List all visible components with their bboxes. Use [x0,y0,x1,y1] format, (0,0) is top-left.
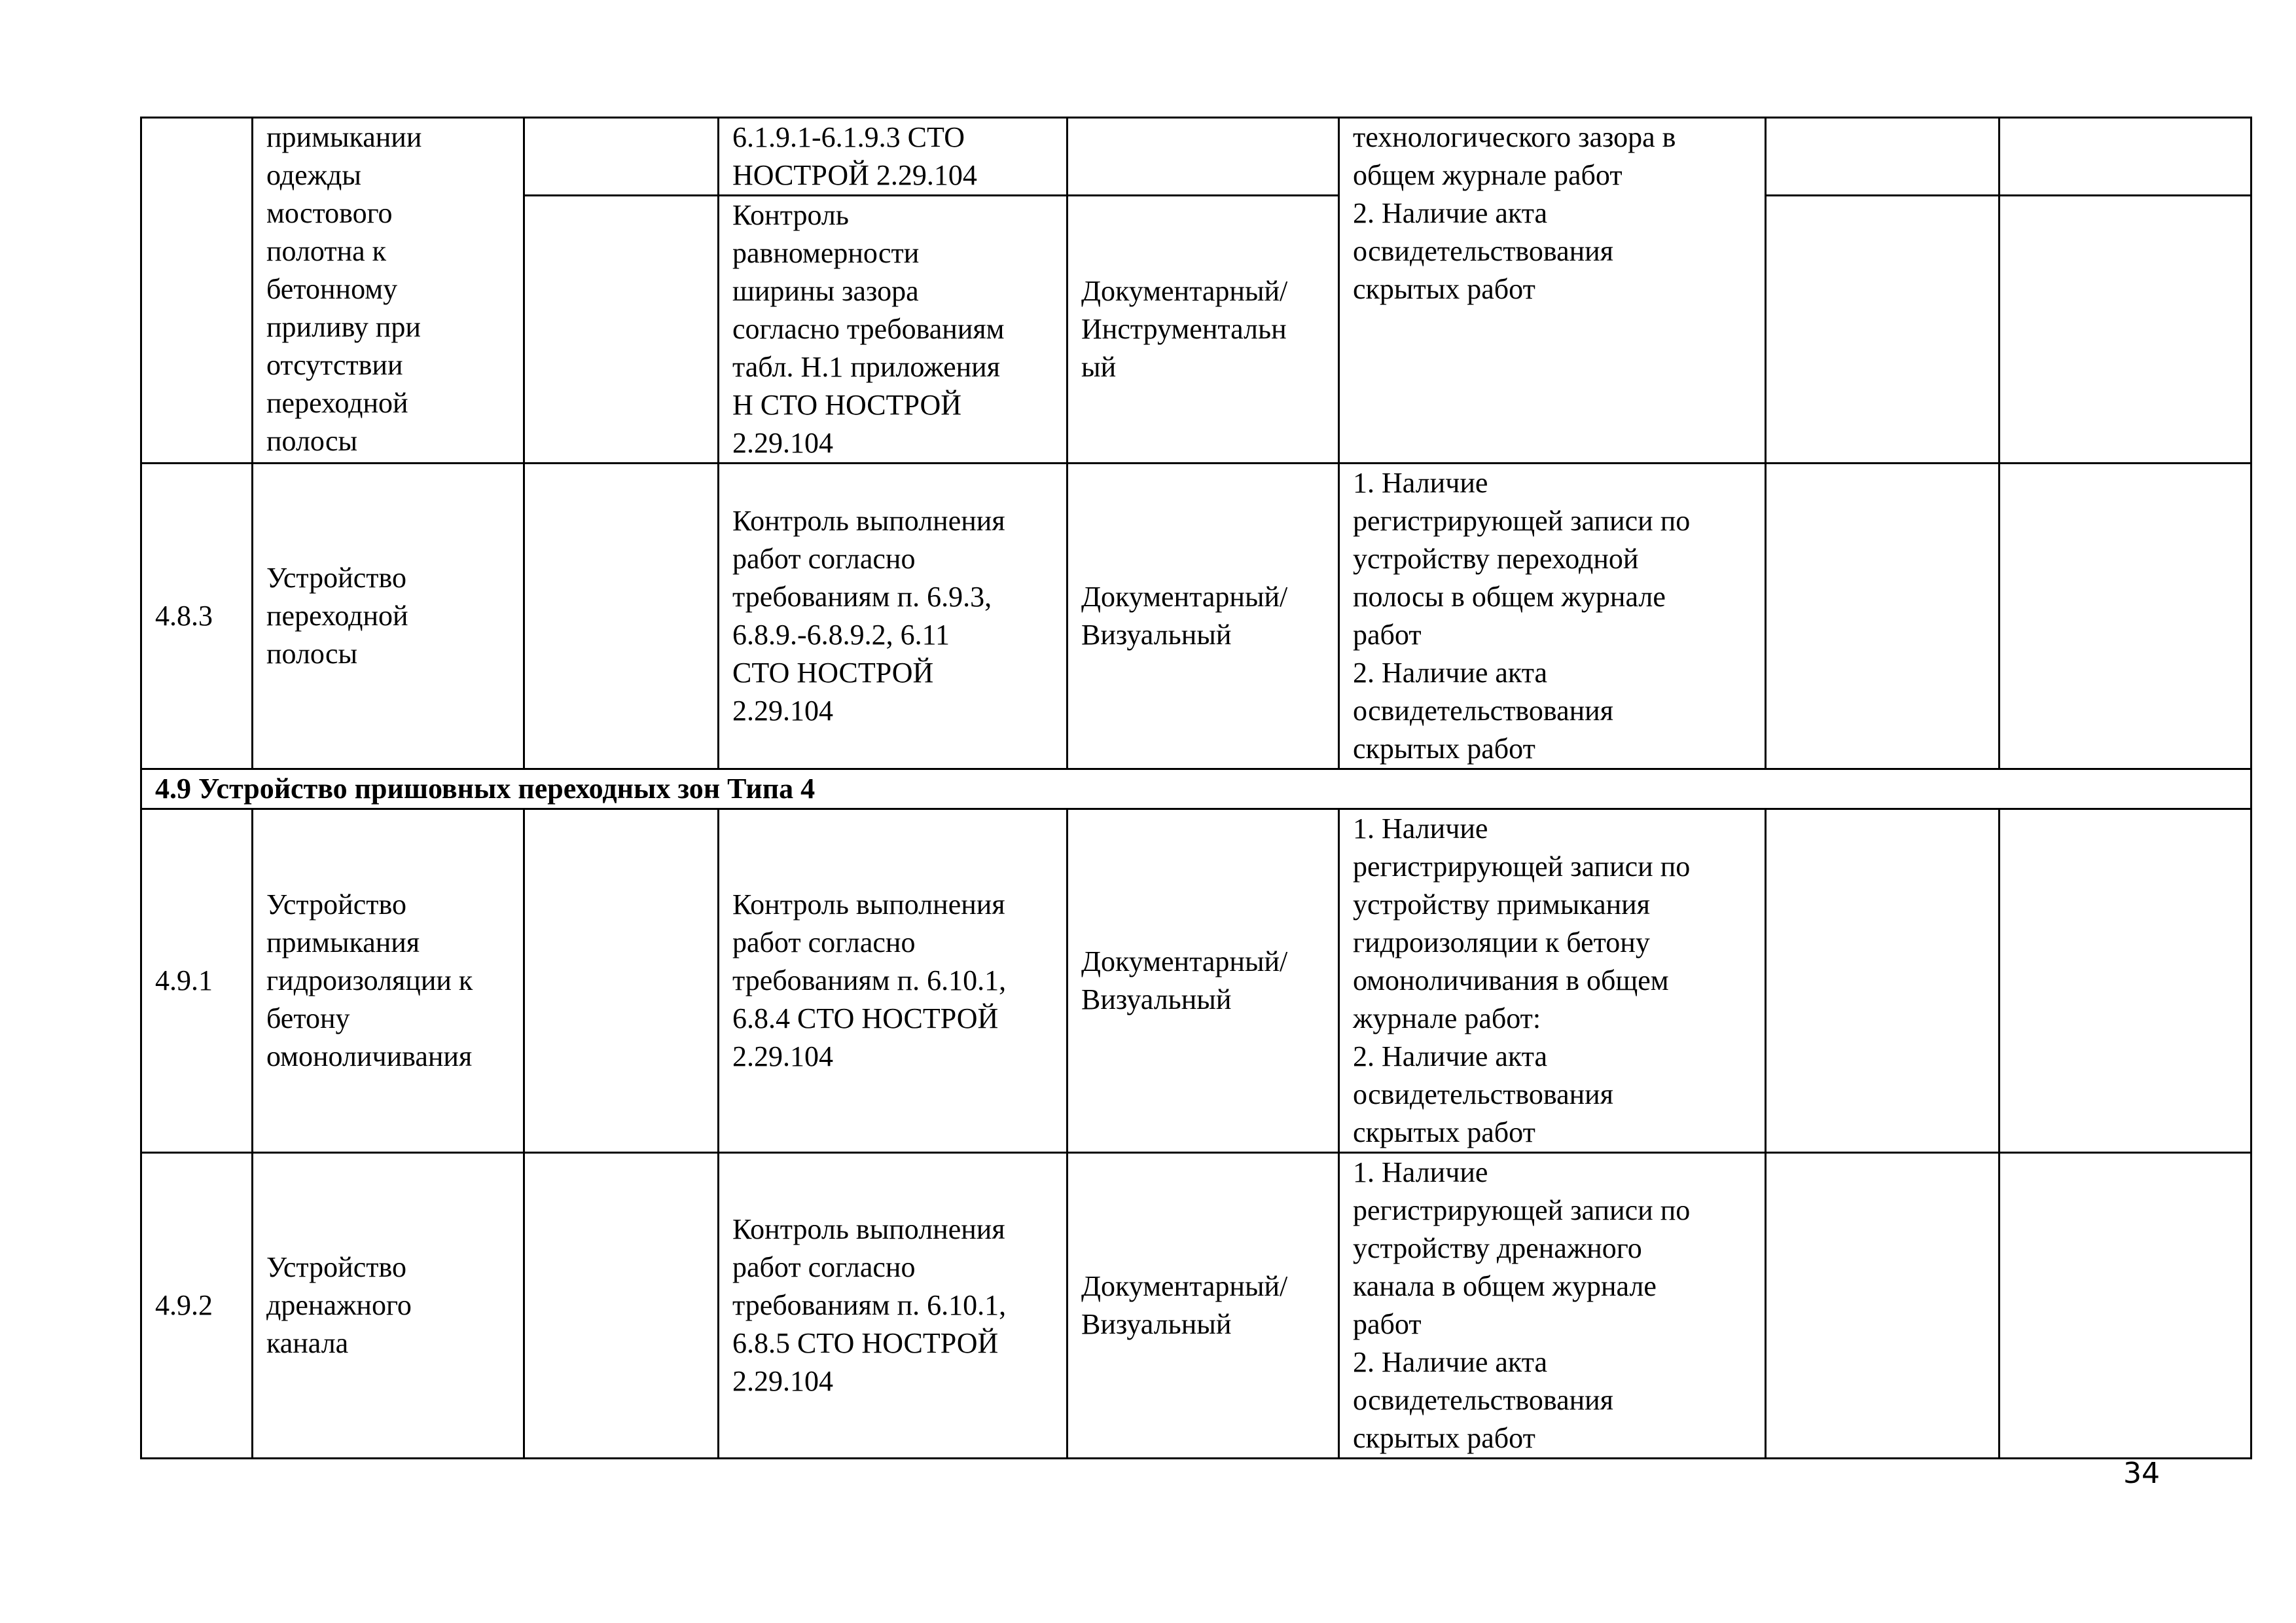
row-number: 4.8.3 [155,600,213,632]
table-row [141,118,2251,196]
empty-cell [524,464,719,769]
control-text: Контроль равномерности ширины зазора согласно требованиям табл. Н.1 приложения Н СТО НОСТРОЙ 2.29.104 [732,199,1005,459]
empty-cell [2000,1153,2251,1459]
document-text: 1. Наличие регистрирующей записи по устройству примыкания гидроизоляции к бетону омоноличивания в общем журнале работ: 2. Наличие акта освидетельствования скрытых работ [1353,812,1691,1148]
method-cell [1067,118,1339,196]
inspection-table [140,117,2252,1459]
work-name: Устройство примыкания гидроизоляции к бетону омоноличивания [266,888,473,1072]
control-cell [719,809,1067,1153]
work-name: Устройство переходной полосы [266,562,408,670]
method-text: Документарный/ Визуальный [1081,581,1288,651]
method-cell [1067,809,1339,1153]
empty-cell [2000,118,2251,196]
table-row [141,809,2251,1153]
method-text: Документарный/ Визуальный [1081,945,1288,1015]
work-name: примыкании одежды мостового полотна к бетонному приливу при отсутствии переходной полосы [266,121,422,457]
empty-cell [524,809,719,1153]
row-number-cell [141,118,253,464]
empty-cell [524,118,719,196]
section-row [141,769,2251,809]
empty-cell [1766,118,2000,196]
row-number: 4.9.1 [155,964,213,996]
work-name: Устройство дренажного канала [266,1251,412,1359]
document-text: 1. Наличие регистрирующей записи по устройству дренажного канала в общем журнале работ 2. Наличие акта освидетельствования скрытых работ [1353,1156,1691,1454]
empty-cell [524,1153,719,1459]
work-name-cell [253,809,524,1153]
row-number-cell [141,464,253,769]
method-cell [1067,464,1339,769]
document-cell [1339,464,1766,769]
work-name-cell [253,464,524,769]
work-name-cell [253,1153,524,1459]
section-heading: 4.9 Устройство пришовных переходных зон Типа 4 [141,769,2251,809]
document-cell [1339,118,1766,464]
row-number: 4.9.2 [155,1289,213,1321]
method-cell [1067,196,1339,464]
control-cell [719,1153,1067,1459]
control-text: 6.1.9.1-6.1.9.3 СТО НОСТРОЙ 2.29.104 [732,121,977,191]
method-text: Документарный/ Инструментальн ый [1081,275,1288,383]
method-text: Документарный/ Визуальный [1081,1270,1288,1340]
empty-cell [1766,809,2000,1153]
document-cell [1339,1153,1766,1459]
page-number: 34 [2123,1457,2160,1490]
method-cell [1067,1153,1339,1459]
control-cell [719,196,1067,464]
empty-cell [1766,196,2000,464]
row-number-cell [141,809,253,1153]
empty-cell [2000,196,2251,464]
control-text: Контроль выполнения работ согласно требованиям п. 6.10.1, 6.8.4 СТО НОСТРОЙ 2.29.104 [732,888,1007,1072]
control-cell [719,464,1067,769]
control-cell [719,118,1067,196]
control-text: Контроль выполнения работ согласно требованиям п. 6.9.3, 6.8.9.-6.8.9.2, 6.11 СТО НОСТРОЙ 2.29.104 [732,505,1005,727]
empty-cell [1766,464,2000,769]
table-row [141,1153,2251,1459]
empty-cell [1766,1153,2000,1459]
empty-cell [524,196,719,464]
work-name-cell [253,118,524,464]
empty-cell [2000,809,2251,1153]
document-text: 1. Наличие регистрирующей записи по устройству переходной полосы в общем журнале работ 2. Наличие акта освидетельствования скрытых работ [1353,467,1691,765]
control-text: Контроль выполнения работ согласно требованиям п. 6.10.1, 6.8.5 СТО НОСТРОЙ 2.29.104 [732,1213,1007,1397]
empty-cell [2000,464,2251,769]
document-cell [1339,809,1766,1153]
document-text: технологического зазора в общем журнале работ 2. Наличие акта освидетельствования скрытых работ [1353,121,1676,305]
row-number-cell [141,1153,253,1459]
table-row [141,464,2251,769]
